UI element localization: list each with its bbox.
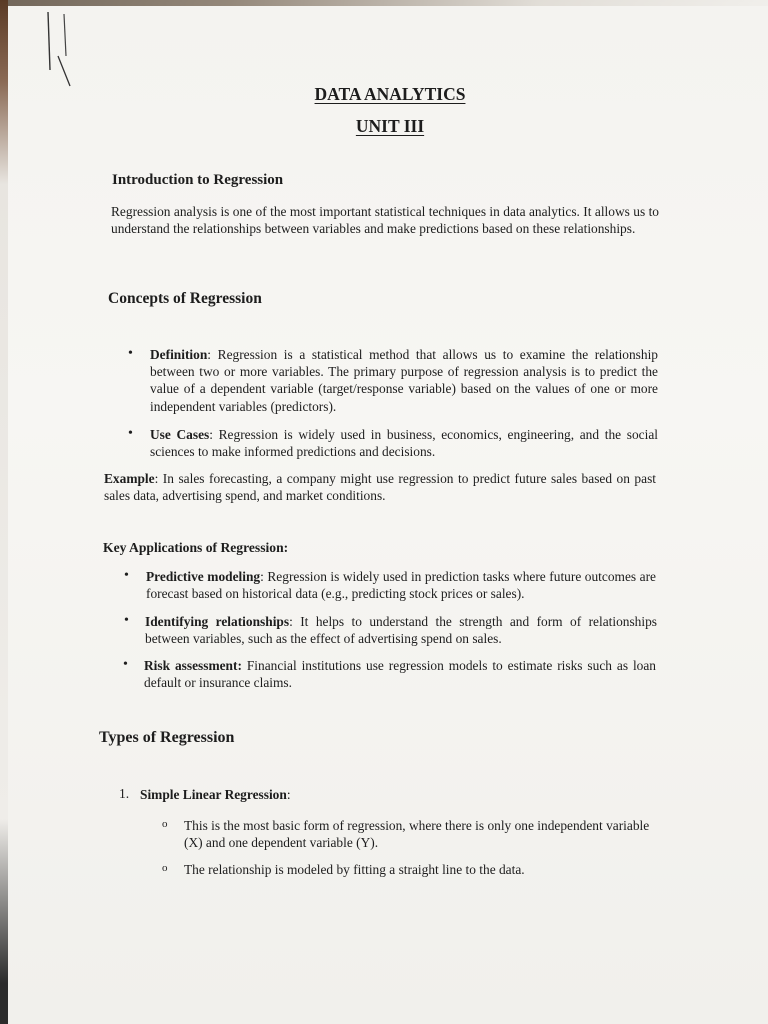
intro-paragraph: Regression analysis is one of the most important statistical techniques in data analytics. It allows us to understand the relationships between variables and make predictions based on these relationships.	[111, 204, 659, 236]
relationships-text: : It helps to understand the strength and form of relationships between variables, such as the effect of advertising spend on sales.	[145, 614, 658, 646]
simple-linear-desc-1: This is the most basic form of regression, where there is only one independent variable (X) and one dependent variable (Y).	[184, 818, 650, 850]
simple-linear-colon: :	[286, 787, 291, 802]
use-cases-label: Use Cases	[150, 427, 210, 442]
application-predictive	[146, 568, 656, 602]
concept-use-cases	[150, 426, 658, 460]
pen-scribble-mark	[40, 10, 90, 90]
applications-heading: Key Applications of Regression:	[103, 540, 289, 555]
types-heading: Types of Regression	[99, 729, 235, 746]
simple-linear-label: Simple Linear Regression	[140, 787, 287, 802]
concepts-heading: Concepts of Regression	[108, 290, 262, 307]
bullet-glyph: •	[128, 426, 133, 441]
predictive-text: : Regression is widely used in prediction tasks where future outcomes are forecast based on historical data (e.g., predicting stock prices or sales).	[146, 569, 656, 601]
use-cases-text: : Regression is widely used in business, economics, engineering, and the social sciences to make informed predictions and decisions.	[150, 427, 658, 459]
document-title: DATA ANALYTICS	[314, 84, 466, 104]
bullet-glyph: •	[123, 657, 128, 672]
application-relationships	[145, 613, 657, 647]
page-left-edge	[0, 0, 8, 1024]
risk-label: Risk assessment:	[144, 658, 242, 673]
example-paragraph	[104, 470, 656, 504]
definition-label: Definition	[150, 347, 208, 362]
simple-linear-item	[140, 786, 440, 803]
example-label: Example	[104, 471, 155, 486]
risk-text: Financial institutions use regression models to estimate risks such as loan default or insurance claims.	[144, 658, 656, 690]
example-text: : In sales forecasting, a company might use regression to predict future sales based on past sales data, advertising spend, and market conditions.	[104, 471, 656, 503]
application-risk	[144, 657, 656, 691]
unit-title: UNIT III	[355, 116, 425, 136]
page-top-edge	[0, 0, 768, 6]
predictive-label: Predictive modeling	[146, 569, 261, 584]
simple-linear-desc-2: The relationship is modeled by fitting a straight line to the data.	[184, 862, 525, 877]
definition-text: : Regression is a statistical method that allows us to examine the relationship between two or more variables. The primary purpose of regression analysis is to predict the value of a dependent variable (target/response variable) based on the values of one or more independent variables (predictors).	[150, 347, 658, 414]
bullet-glyph: •	[128, 346, 133, 361]
bullet-glyph: •	[124, 613, 129, 628]
circle-bullet-glyph: o	[162, 818, 168, 830]
list-number: 1.	[119, 786, 130, 801]
relationships-label: Identifying relationships	[145, 614, 290, 629]
intro-heading: Introduction to Regression	[112, 172, 284, 188]
bullet-glyph: •	[124, 568, 129, 583]
circle-bullet-glyph: o	[162, 862, 168, 874]
concept-definition	[150, 346, 658, 415]
